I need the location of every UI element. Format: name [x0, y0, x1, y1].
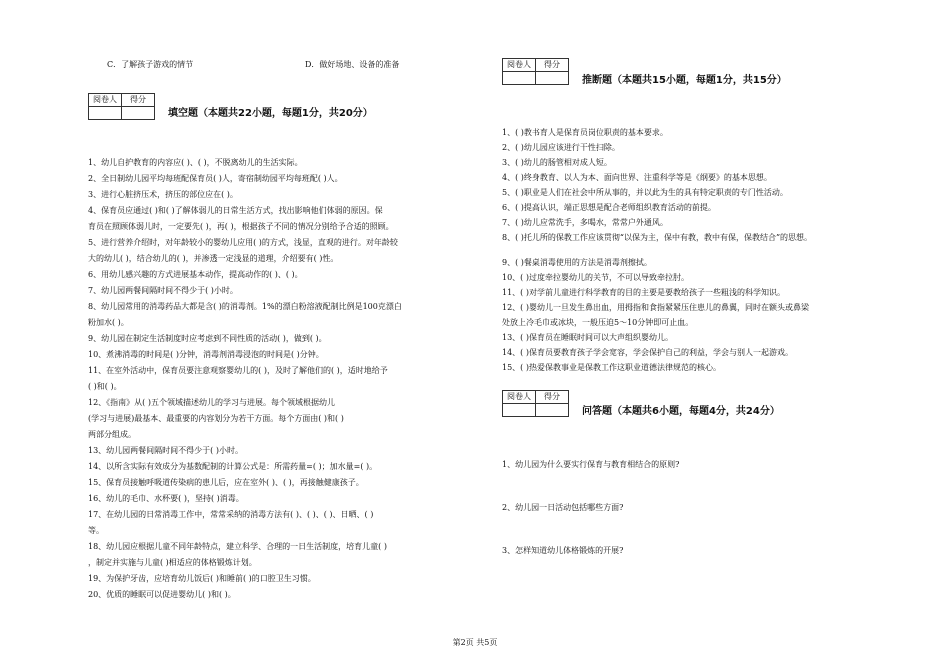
- score-cell[interactable]: [536, 72, 569, 85]
- fill-line: 18、幼儿园应根据儿童不同年龄特点，建立科学、合理的一日生活制度，培育儿童( ): [88, 542, 387, 551]
- option-d: D．做好场地、设备的准备: [305, 60, 400, 69]
- qa-question: 3、怎样知道幼儿体格锻炼的开展?: [502, 546, 624, 555]
- judge-line: 处放上冷毛巾或冰块，一般压迫5～10分钟即可止血。: [502, 318, 694, 327]
- score-cell[interactable]: [122, 107, 155, 120]
- fill-section-title: 填空题（本题共22小题，每题1分，共20分）: [168, 108, 373, 119]
- judge-line: 9、( )餐桌消毒使用的方法是消毒剂擦拭。: [502, 258, 652, 267]
- judge-line: 8、( )托儿所的保教工作应该贯彻“以保为主，保中有教，教中有保，保教结合”的思想。: [502, 233, 813, 242]
- judge-line: 12、( )婴幼儿一旦发生鼻出血，用拇指和食指紧紧压住患儿的鼻翼，同时在额头或鼻梁: [502, 303, 809, 312]
- grader-label: 阅卷人: [503, 59, 536, 72]
- fill-line: 9、幼儿园在制定生活制度时应考虑到不同性质的活动( )，做到( )。: [88, 334, 327, 343]
- grader-cell[interactable]: [503, 72, 536, 85]
- score-label: 得分: [122, 94, 155, 107]
- fill-line: 粉加水( )。: [88, 318, 129, 327]
- qa-question: 2、幼儿园一日活动包括哪些方面?: [502, 503, 624, 512]
- fill-line: 17、在幼儿园的日常消毒工作中，常常采纳的消毒方法有( )、( )、( )、日晒、( ): [88, 510, 374, 519]
- grader-cell[interactable]: [89, 107, 122, 120]
- fill-line: 11、在室外活动中，保育员要注意观察婴幼儿的( )，及时了解他们的( )，适时地给予: [88, 366, 388, 375]
- fill-line: 6、用幼儿感兴趣的方式进展基本动作，提高动作的( )、( )。: [88, 270, 303, 279]
- fill-line: 等。: [88, 526, 104, 535]
- fill-line: ( )和( )。: [88, 382, 122, 391]
- grader-label: 阅卷人: [89, 94, 122, 107]
- fill-line: (学习与进展)最基本、最重要的内容划分为若干方面。每个方面由( )和( ): [88, 414, 344, 423]
- fill-line: 两部分组成。: [88, 430, 136, 439]
- judge-line: 14、( )保育员要教育孩子学会宽容，学会保护自己的利益，学会与别人一起游戏。: [502, 348, 793, 357]
- fill-line: 7、幼儿园两餐间隔时间不得少于( )小时。: [88, 286, 238, 295]
- grader-cell[interactable]: [503, 404, 536, 417]
- fill-line: 16、幼儿的毛巾、水杯要( )，坚持( )消毒。: [88, 494, 244, 503]
- judge-line: 15、( )热爱保教事业是保教工作这职业道德法律规范的核心。: [502, 363, 721, 372]
- judge-line: 4、( )终身教育、以人为本、面向世界、注重科学等是《纲要》的基本思想。: [502, 173, 772, 182]
- page-number: 第2页 共5页: [452, 638, 498, 647]
- judge-line: 11、( )对学前儿童进行科学教育的目的主要是要教给孩子一些粗浅的科学知识。: [502, 288, 785, 297]
- fill-line: 育员在照顾体弱儿时，一定要先( )，再( )，根据孩子不同的情况分别给予合适的照顾。: [88, 222, 394, 231]
- judge-section-title: 推断题（本题共15小题，每题1分，共15分）: [582, 75, 787, 86]
- judge-line: 3、( )幼儿的肠管相对成人短。: [502, 158, 612, 167]
- fill-line: 20、优质的睡眠可以促进婴幼儿( )和( )。: [88, 590, 236, 599]
- fill-line: 3、进行心脏挤压术，挤压的部位应在( )。: [88, 190, 238, 199]
- fill-line: 大的幼儿( )，结合幼儿的( )，并渗透一定浅显的道理，介绍要有( )性。: [88, 254, 339, 263]
- qa-question: 1、幼儿园为什么要实行保育与教育相结合的原则?: [502, 460, 680, 469]
- score-label: 得分: [536, 391, 569, 404]
- judge-line: 10、( )过度牵拉婴幼儿的关节，不可以导致牵拉肘。: [502, 273, 689, 282]
- fill-line: 14、以所含实际有效成分为基数配制的计算公式是：所需药量=( )；加水量=( )。: [88, 462, 378, 471]
- judge-line: 1、( )教书育人是保育员岗位职责的基本要求。: [502, 128, 668, 137]
- judge-line: 5、( )职业是人们在社会中所从事的，并以此为生的具有特定职责的专门性活动。: [502, 188, 788, 197]
- score-box-qa: [502, 390, 569, 417]
- judge-line: 13、( )保育员在睡眠时间可以大声组织婴幼儿。: [502, 333, 673, 342]
- fill-line: ，制定并实施与儿童( )相适应的体格锻炼计划。: [88, 558, 257, 567]
- score-box-judge: [502, 58, 569, 85]
- judge-line: 2、( )幼儿园应该进行干性扫除。: [502, 143, 620, 152]
- score-box-fill: [88, 93, 155, 120]
- score-label: 得分: [536, 59, 569, 72]
- grader-label: 阅卷人: [503, 391, 536, 404]
- fill-line: 2、全日制幼儿园平均每班配保育员( )人，寄宿制幼园平均每班配( )人。: [88, 174, 343, 183]
- judge-line: 7、( )幼儿应常洗手，多喝水，常常户外通风。: [502, 218, 668, 227]
- fill-line: 12、《指南》从( )五个领域描述幼儿的学习与进展。每个领域根据幼儿: [88, 398, 335, 407]
- fill-line: 8、幼儿园常用的消毒药品大都是含( )的消毒剂。1%的漂白粉溶液配制比例是100克漂白: [88, 302, 402, 311]
- fill-line: 13、幼儿园两餐间隔时间不得少于( )小时。: [88, 446, 243, 455]
- fill-line: 4、保育员应通过( )和( )了解体弱儿的日常生活方式，找出影响他们体弱的原因。保: [88, 206, 383, 215]
- fill-line: 15、保育员接触呼吸道传染病的患儿后，应在室外( )、( )，再接触健康孩子。: [88, 478, 364, 487]
- fill-line: 1、幼儿自护教育的内容应( )、( )，不脱离幼儿的生活实际。: [88, 158, 303, 167]
- option-c: C．了解孩子游戏的情节: [107, 60, 194, 69]
- judge-line: 6、( )提高认识，端正思想是配合老师组织教育活动的前提。: [502, 203, 716, 212]
- fill-line: 10、煮沸消毒的时间是( )分钟，消毒剂消毒浸泡的时间是( )分钟。: [88, 350, 324, 359]
- fill-line: 19、为保护牙齿，应培育幼儿饭后( )和睡前( )的口腔卫生习惯。: [88, 574, 316, 583]
- qa-section-title: 问答题（本题共6小题，每题4分，共24分）: [582, 406, 780, 417]
- score-cell[interactable]: [536, 404, 569, 417]
- fill-line: 5、进行营养介绍时，对年龄较小的婴幼儿应用( )的方式，浅显，直观的进行。对年龄较: [88, 238, 398, 247]
